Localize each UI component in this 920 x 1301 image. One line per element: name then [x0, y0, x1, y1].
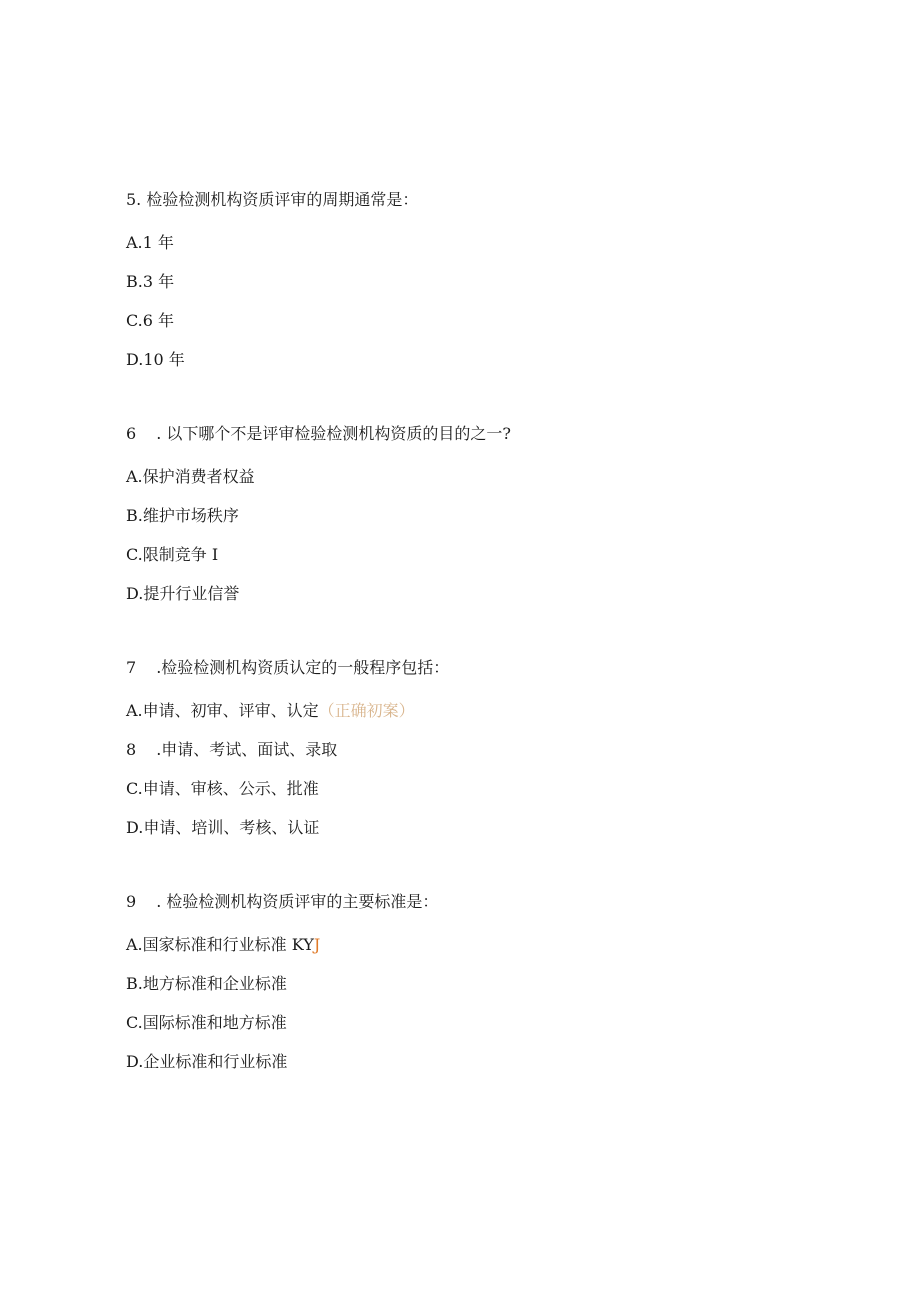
question-5-option-c: C.6 年	[126, 311, 175, 330]
question-6-option-d: D.提升行业信誉	[126, 584, 240, 603]
question-9-option-d: D.企业标准和行业标准	[126, 1052, 288, 1071]
question-7-option-d: D.申请、培训、考核、认证	[126, 818, 320, 837]
question-7-stem	[126, 658, 449, 678]
question-7-number: 7	[126, 658, 137, 677]
question-9-option-c: C.国际标准和地方标准	[126, 1013, 287, 1032]
answer-mark: J	[313, 935, 321, 954]
question-6-option-a: A.保护消费者权益	[126, 467, 255, 486]
question-6-text: . 以下哪个不是评审检验检测机构资质的目的之一?	[156, 424, 511, 443]
question-9-option-b: B.地方标准和企业标准	[126, 974, 287, 993]
question-9-number: 9	[126, 892, 137, 911]
question-7-option-c: C.申请、审核、公示、批准	[126, 779, 319, 798]
question-5-stem: 5. 检验检测机构资质评审的周期通常是：	[126, 190, 419, 209]
question-9-text: . 检验检测机构资质评审的主要标准是：	[156, 892, 439, 911]
question-5-option-d: D.10 年	[126, 350, 185, 369]
question-7-option-b-number: 8	[126, 740, 137, 759]
question-7-text: .检验检测机构资质认定的一般程序包括：	[156, 658, 450, 677]
question-6-option-c: C.限制竞争 I	[126, 545, 219, 564]
question-6-option-b: B.维护市场秩序	[126, 506, 239, 525]
question-7-option-b-text: .申请、考试、面试、录取	[156, 740, 338, 759]
question-7-option-a	[126, 701, 415, 721]
answer-note: （正确初案）	[318, 701, 415, 720]
question-9-option-a-text: A.国家标准和行业标准 KY	[126, 935, 314, 954]
question-6-number: 6	[126, 424, 137, 443]
question-5-option-a: A.1 年	[126, 233, 174, 252]
question-9-stem	[126, 892, 438, 912]
question-7-option-b	[126, 740, 337, 760]
question-9-option-a	[126, 935, 320, 955]
question-7-option-a-text: A.申请、初审、评审、认定	[126, 701, 319, 720]
question-6-stem	[126, 424, 511, 444]
question-5-option-b: B.3 年	[126, 272, 175, 291]
